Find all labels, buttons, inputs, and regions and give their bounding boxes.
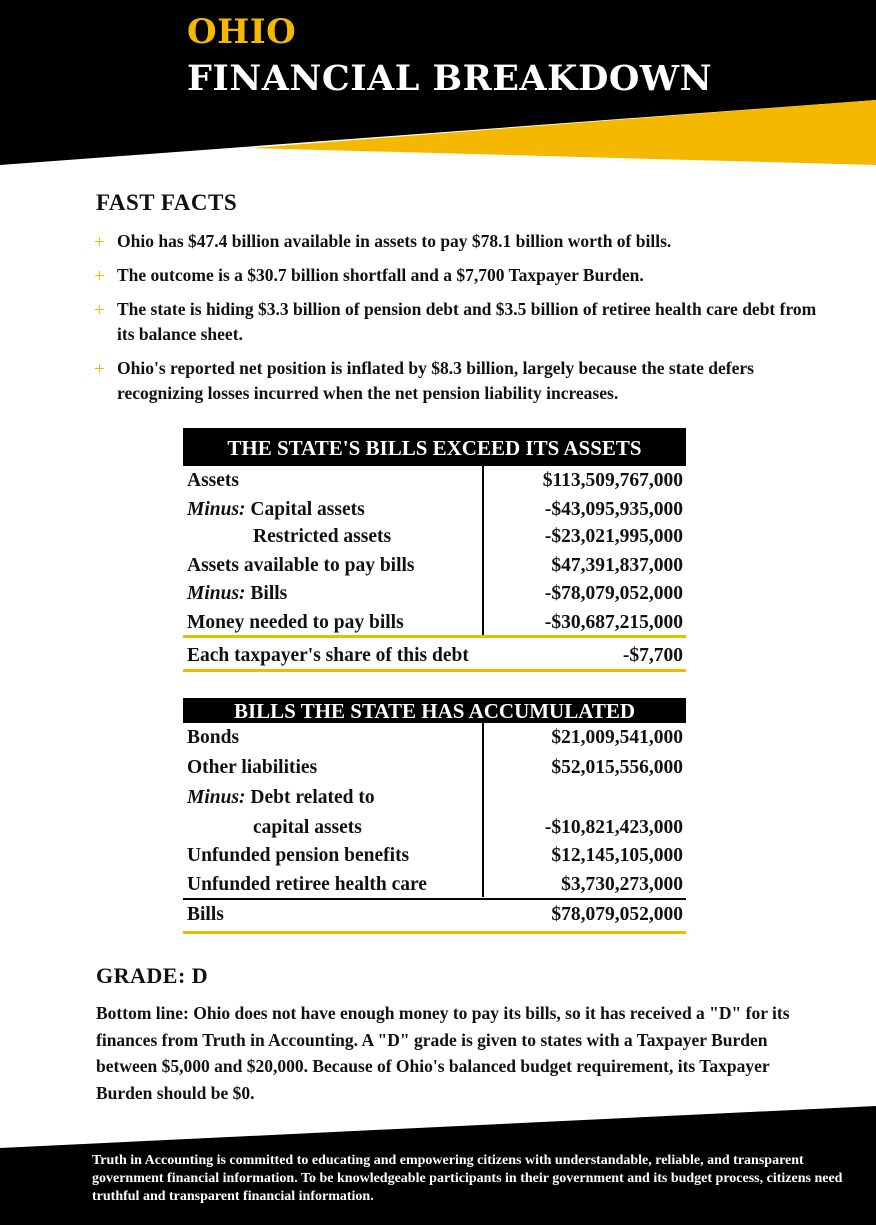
list-item: + The outcome is a $30.7 billion shortfall and a $7,700 Taxpayer Burden. — [94, 265, 644, 287]
list-item: + Ohio has $47.4 billion available in assets to pay $78.1 billion worth of bills. — [94, 231, 672, 253]
gold-divider — [183, 669, 686, 672]
page-title: FINANCIAL BREAKDOWN — [187, 58, 713, 99]
table-row: Bonds $21,009,541,000 — [187, 727, 683, 748]
footer-banner — [0, 1100, 876, 1225]
table-row: Restricted assets -$23,021,995,000 — [253, 526, 683, 547]
table-row: Minus: Capital assets -$43,095,935,000 — [187, 499, 683, 520]
table-row: Money needed to pay bills -$30,687,215,000 — [187, 612, 683, 633]
plus-icon: + — [94, 359, 105, 380]
assets-table — [183, 428, 686, 672]
bills-table — [183, 698, 686, 931]
fast-facts-list — [94, 229, 834, 415]
list-item: + The state is hiding $3.3 billion of pension debt and $3.5 billion of retiree health care debt from its balance sheet. — [94, 299, 817, 344]
gold-divider — [183, 635, 686, 638]
table-row: Minus: Bills -$78,079,052,000 — [187, 583, 683, 604]
table-row: Other liabilities $52,015,556,000 — [187, 757, 683, 778]
table-row: Unfunded retiree health care $3,730,273,000 — [187, 874, 683, 895]
table-row-total: Bills $78,079,052,000 — [187, 904, 683, 925]
bills-table-title: BILLS THE STATE HAS ACCUMULATED — [183, 698, 686, 723]
assets-table-title: THE STATE'S BILLS EXCEED ITS ASSETS — [183, 428, 686, 466]
fast-facts-heading: FAST FACTS — [96, 190, 238, 215]
header-banner — [0, 0, 876, 165]
plus-icon: + — [94, 266, 105, 287]
plus-icon: + — [94, 300, 105, 321]
grade-heading: GRADE: D — [96, 963, 209, 988]
table-row: capital assets -$10,821,423,000 — [253, 817, 683, 838]
black-divider — [183, 898, 686, 900]
table-row: Assets available to pay bills $47,391,837,000 — [187, 555, 683, 576]
state-name: OHIO — [187, 12, 297, 52]
table-row: Minus: Debt related to — [187, 787, 375, 808]
list-item: + Ohio's reported net position is inflated by $8.3 billion, largely because the state defers recognizing losses incurred when the net pension liability increases. — [94, 358, 754, 403]
gold-divider — [183, 931, 686, 934]
table-row: Unfunded pension benefits $12,145,105,000 — [187, 845, 683, 866]
plus-icon: + — [94, 232, 105, 253]
table-row: Assets $113,509,767,000 — [187, 470, 683, 491]
table-row-total: Each taxpayer's share of this debt -$7,700 — [187, 645, 683, 666]
footer-text: Truth in Accounting is committed to educating and empowering citizens with understandable, reliable, and transparent government financial information. To be knowledgeable participants in their government and its budget process, citizens need truthful and transparent financial information. — [92, 1153, 843, 1204]
bottom-line-text: Bottom line: Ohio does not have enough money to pay its bills, so it has received a "D" for its finances from Truth in Accounting. A "D" grade is given to states with a Taxpayer Burden between $5,000 and $20,000. Because of Ohio's balanced budget requirement, its Taxpayer Burden should be $0. — [96, 1003, 790, 1103]
